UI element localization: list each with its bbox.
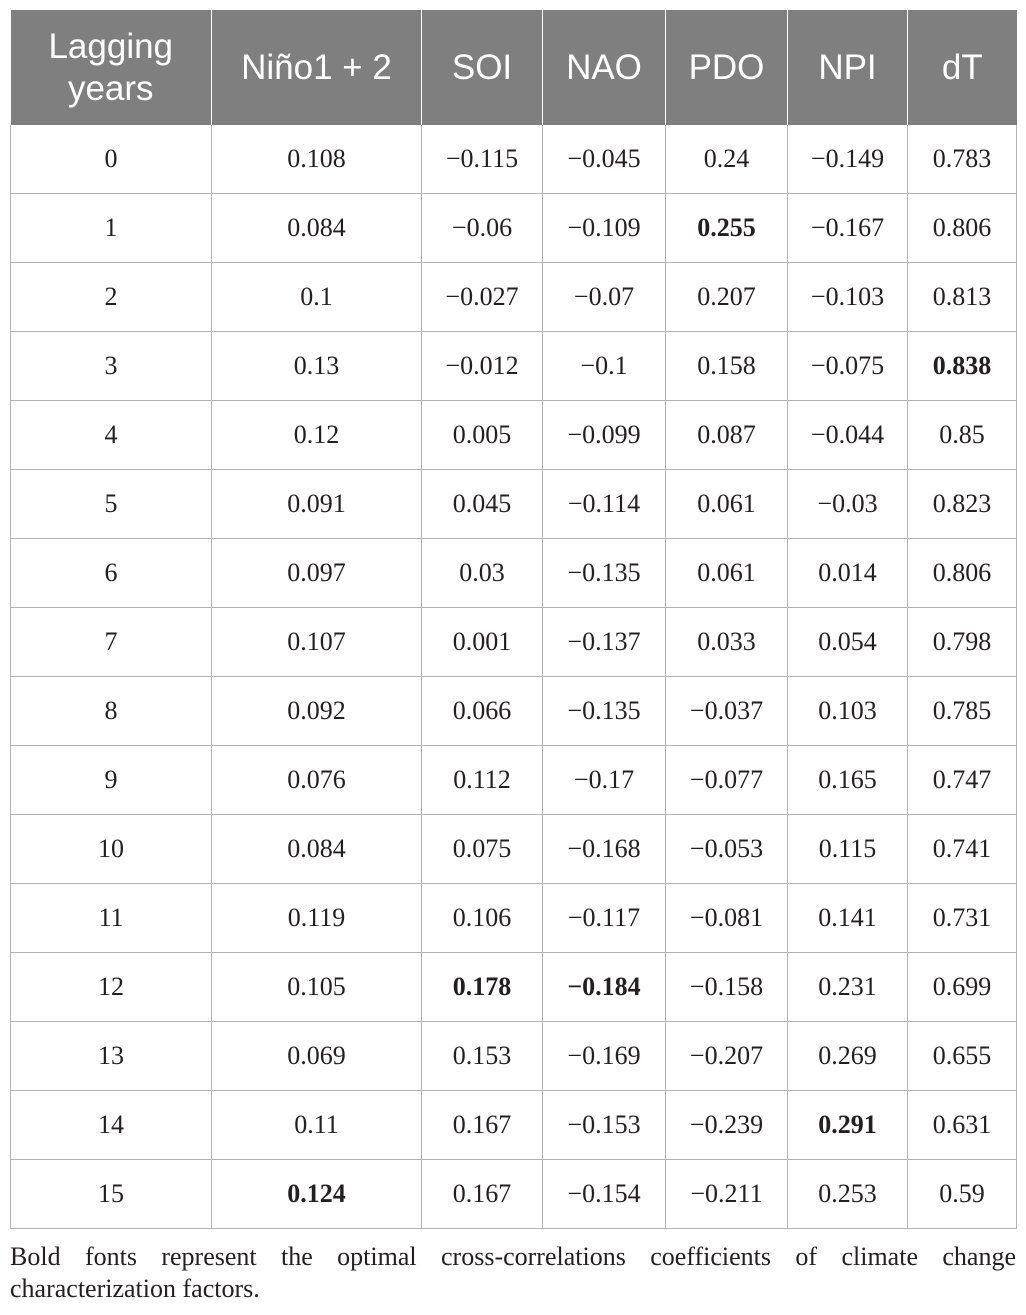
cell-pdo: 0.061 [666, 539, 788, 608]
cell-nao: −0.1 [543, 332, 666, 401]
cell-pdo: −0.077 [666, 746, 788, 815]
cell-lag: 1 [11, 194, 212, 263]
cell-lag: 10 [11, 815, 212, 884]
cell-lag: 4 [11, 401, 212, 470]
cell-nao: −0.099 [543, 401, 666, 470]
cell-nino12: 0.084 [212, 815, 422, 884]
header-nino12: Niño1 + 2 [212, 10, 422, 125]
cell-npi: 0.054 [788, 608, 908, 677]
cell-dt: 0.806 [908, 539, 1017, 608]
cell-nino12: 0.091 [212, 470, 422, 539]
table-body [11, 125, 1017, 1229]
cell-dt: 0.823 [908, 470, 1017, 539]
table-row [11, 332, 1017, 401]
cell-soi: −0.06 [422, 194, 543, 263]
cell-lag: 0 [11, 125, 212, 194]
cell-npi: 0.141 [788, 884, 908, 953]
header-lagging-years: Lagging years [11, 10, 212, 125]
cell-soi: 0.03 [422, 539, 543, 608]
cell-npi: 0.231 [788, 953, 908, 1022]
cross-correlation-table [10, 10, 1017, 1229]
cell-nino12: 0.108 [212, 125, 422, 194]
table-footnote: Bold fonts represent the optimal cross-correlations coefficients of climate change characterization factors. [10, 1242, 1016, 1303]
cell-dt: 0.741 [908, 815, 1017, 884]
cell-soi: 0.066 [422, 677, 543, 746]
table-row [11, 125, 1017, 194]
table-row [11, 677, 1017, 746]
cell-npi: −0.044 [788, 401, 908, 470]
cell-dt: 0.631 [908, 1091, 1017, 1160]
cell-npi: 0.014 [788, 539, 908, 608]
cell-lag: 3 [11, 332, 212, 401]
cell-nino12: 0.12 [212, 401, 422, 470]
cell-dt: 0.655 [908, 1022, 1017, 1091]
table-row [11, 539, 1017, 608]
cell-nao: −0.169 [543, 1022, 666, 1091]
cell-dt: 0.59 [908, 1160, 1017, 1229]
cell-nino12: 0.092 [212, 677, 422, 746]
cell-soi: 0.178 [422, 953, 543, 1022]
header-dt: dT [908, 10, 1017, 125]
cell-lag: 13 [11, 1022, 212, 1091]
cell-nao: −0.117 [543, 884, 666, 953]
cell-soi: −0.027 [422, 263, 543, 332]
cell-pdo: 0.033 [666, 608, 788, 677]
cell-nao: −0.137 [543, 608, 666, 677]
table-row [11, 608, 1017, 677]
table-row [11, 884, 1017, 953]
cell-nino12: 0.1 [212, 263, 422, 332]
header-row [11, 10, 1017, 125]
cell-pdo: −0.053 [666, 815, 788, 884]
table-row [11, 953, 1017, 1022]
cell-soi: 0.001 [422, 608, 543, 677]
cell-pdo: 0.087 [666, 401, 788, 470]
cell-lag: 11 [11, 884, 212, 953]
table-row [11, 1160, 1017, 1229]
cell-npi: −0.075 [788, 332, 908, 401]
cell-pdo: 0.24 [666, 125, 788, 194]
cell-dt: 0.806 [908, 194, 1017, 263]
cell-soi: 0.045 [422, 470, 543, 539]
cell-pdo: −0.239 [666, 1091, 788, 1160]
cell-nino12: 0.084 [212, 194, 422, 263]
cell-pdo: −0.211 [666, 1160, 788, 1229]
cell-lag: 5 [11, 470, 212, 539]
cell-pdo: −0.158 [666, 953, 788, 1022]
cell-nino12: 0.124 [212, 1160, 422, 1229]
cell-npi: 0.253 [788, 1160, 908, 1229]
cell-pdo: −0.081 [666, 884, 788, 953]
cell-nao: −0.153 [543, 1091, 666, 1160]
cell-dt: 0.747 [908, 746, 1017, 815]
cell-lag: 12 [11, 953, 212, 1022]
cell-npi: 0.115 [788, 815, 908, 884]
cell-soi: 0.167 [422, 1091, 543, 1160]
cell-dt: 0.813 [908, 263, 1017, 332]
cell-soi: −0.115 [422, 125, 543, 194]
cell-nao: −0.168 [543, 815, 666, 884]
cell-npi: −0.167 [788, 194, 908, 263]
cell-nao: −0.114 [543, 470, 666, 539]
cell-dt: 0.731 [908, 884, 1017, 953]
header-npi: NPI [788, 10, 908, 125]
table-row [11, 194, 1017, 263]
cell-npi: 0.291 [788, 1091, 908, 1160]
cell-soi: 0.112 [422, 746, 543, 815]
cell-pdo: −0.037 [666, 677, 788, 746]
cell-nino12: 0.069 [212, 1022, 422, 1091]
table-row [11, 401, 1017, 470]
cell-lag: 14 [11, 1091, 212, 1160]
cell-nao: −0.109 [543, 194, 666, 263]
cell-soi: −0.012 [422, 332, 543, 401]
cell-soi: 0.106 [422, 884, 543, 953]
cell-nao: −0.07 [543, 263, 666, 332]
cell-nino12: 0.105 [212, 953, 422, 1022]
table-row [11, 1022, 1017, 1091]
cell-lag: 2 [11, 263, 212, 332]
cell-nao: −0.154 [543, 1160, 666, 1229]
cell-nao: −0.17 [543, 746, 666, 815]
cell-nao: −0.184 [543, 953, 666, 1022]
cell-dt: 0.85 [908, 401, 1017, 470]
cell-lag: 9 [11, 746, 212, 815]
header-pdo: PDO [666, 10, 788, 125]
cell-nino12: 0.119 [212, 884, 422, 953]
table-row [11, 1091, 1017, 1160]
cell-nao: −0.135 [543, 539, 666, 608]
table-row [11, 263, 1017, 332]
cell-pdo: 0.061 [666, 470, 788, 539]
cell-npi: −0.03 [788, 470, 908, 539]
header-nao: NAO [543, 10, 666, 125]
cell-nino12: 0.13 [212, 332, 422, 401]
cell-nino12: 0.076 [212, 746, 422, 815]
cell-soi: 0.075 [422, 815, 543, 884]
table-row [11, 746, 1017, 815]
table-row [11, 470, 1017, 539]
cell-pdo: 0.158 [666, 332, 788, 401]
cell-npi: 0.165 [788, 746, 908, 815]
cell-dt: 0.798 [908, 608, 1017, 677]
cell-nino12: 0.097 [212, 539, 422, 608]
cell-dt: 0.783 [908, 125, 1017, 194]
table-container [10, 10, 1016, 1305]
cell-npi: −0.103 [788, 263, 908, 332]
cell-pdo: −0.207 [666, 1022, 788, 1091]
header-soi: SOI [422, 10, 543, 125]
cell-soi: 0.153 [422, 1022, 543, 1091]
cell-nino12: 0.107 [212, 608, 422, 677]
cell-nao: −0.045 [543, 125, 666, 194]
cell-pdo: 0.207 [666, 263, 788, 332]
cell-nao: −0.135 [543, 677, 666, 746]
cell-npi: −0.149 [788, 125, 908, 194]
cell-dt: 0.785 [908, 677, 1017, 746]
cell-pdo: 0.255 [666, 194, 788, 263]
cell-nino12: 0.11 [212, 1091, 422, 1160]
table-row [11, 815, 1017, 884]
cell-lag: 15 [11, 1160, 212, 1229]
cell-dt: 0.699 [908, 953, 1017, 1022]
cell-npi: 0.103 [788, 677, 908, 746]
cell-soi: 0.167 [422, 1160, 543, 1229]
cell-lag: 6 [11, 539, 212, 608]
cell-lag: 7 [11, 608, 212, 677]
cell-soi: 0.005 [422, 401, 543, 470]
cell-lag: 8 [11, 677, 212, 746]
cell-npi: 0.269 [788, 1022, 908, 1091]
cell-dt: 0.838 [908, 332, 1017, 401]
